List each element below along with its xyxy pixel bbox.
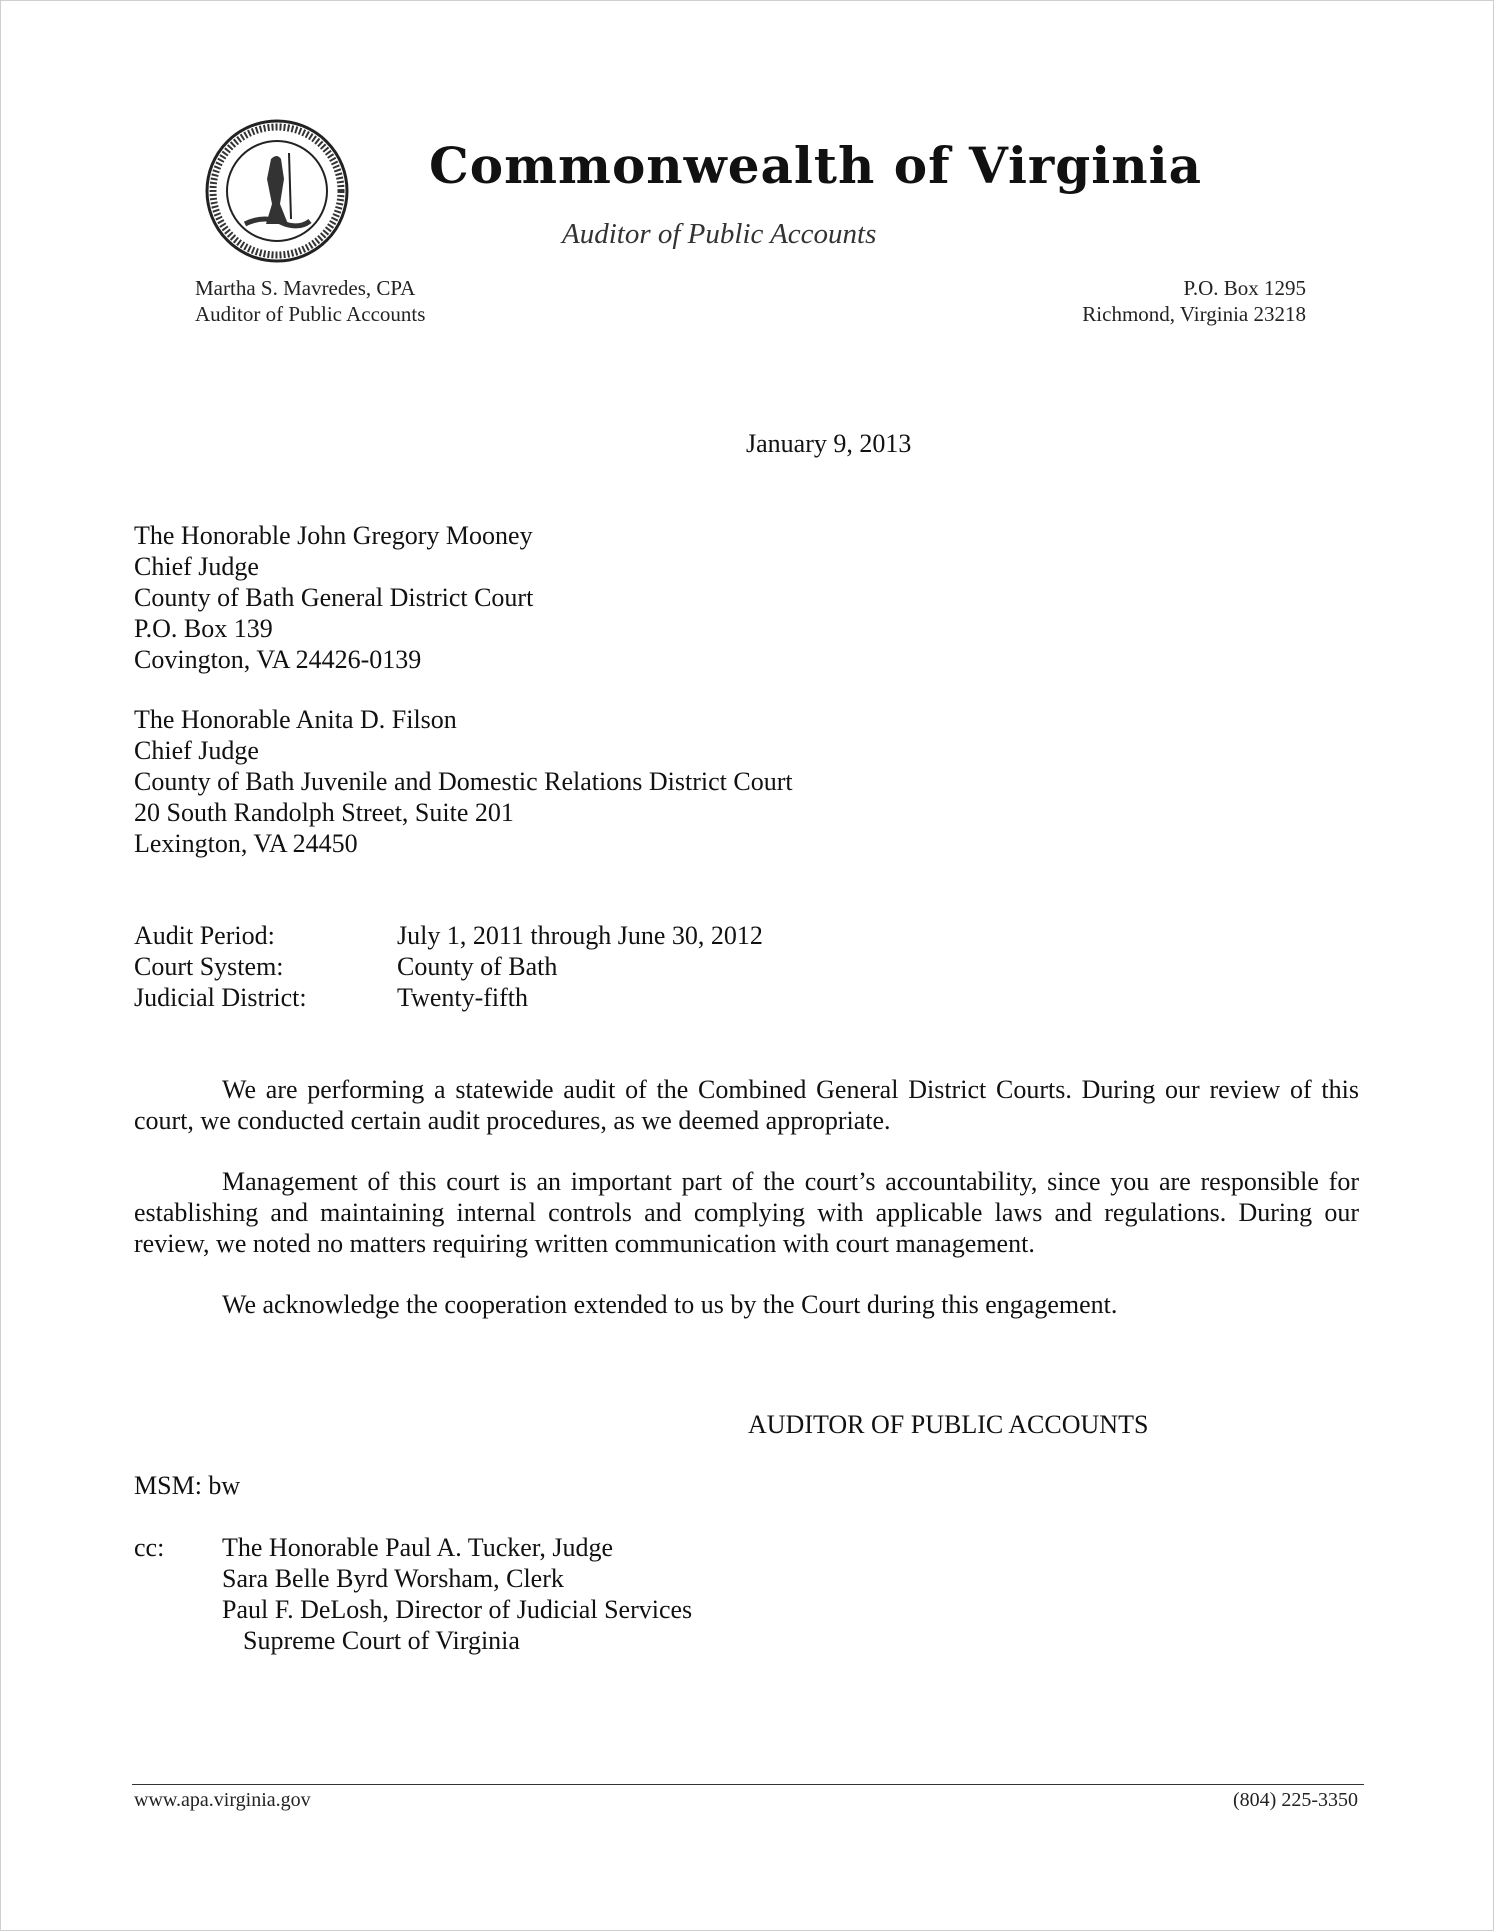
detail-value: July 1, 2011 through June 30, 2012	[397, 921, 763, 950]
letter-date: January 9, 2013	[746, 429, 912, 458]
body-paragraph: Management of this court is an important part of the court’s accountability, since you are responsible for establishing and maintaining internal controls and complying with applicable laws and regulations. During our review, we noted no matters requiring written communication with court management.	[134, 1167, 1359, 1258]
po-box: P.O. Box 1295	[1183, 276, 1306, 300]
recipient-line: The Honorable Anita D. Filson	[134, 705, 457, 734]
recipient-block-2	[134, 704, 793, 859]
footer-website: www.apa.virginia.gov	[134, 1789, 311, 1811]
initials: MSM: bw	[134, 1471, 241, 1500]
detail-label: Audit Period:	[134, 921, 275, 950]
detail-label: Court System:	[134, 952, 284, 981]
recipient-line: Chief Judge	[134, 552, 259, 581]
signature-block: AUDITOR OF PUBLIC ACCOUNTS	[748, 1410, 1149, 1439]
recipient-line: County of Bath Juvenile and Domestic Relations District Court	[134, 767, 793, 796]
detail-value: County of Bath	[397, 952, 558, 981]
recipient-line: Lexington, VA 24450	[134, 829, 358, 858]
detail-label: Judicial District:	[134, 983, 307, 1012]
detail-row	[134, 951, 763, 982]
cc-item: Sara Belle Byrd Worsham, Clerk	[222, 1564, 564, 1593]
cc-list	[222, 1532, 692, 1656]
body-paragraph: We acknowledge the cooperation extended to us by the Court during this engagement.	[222, 1290, 1118, 1319]
auditor-name-block	[195, 275, 425, 327]
recipient-line: County of Bath General District Court	[134, 583, 534, 612]
cc-label: cc:	[134, 1533, 165, 1562]
auditor-title: Auditor of Public Accounts	[195, 302, 426, 326]
recipient-line: Chief Judge	[134, 736, 259, 765]
cc-item: Supreme Court of Virginia	[243, 1626, 520, 1655]
recipient-block-1	[134, 520, 533, 675]
footer-phone: (804) 225-3350	[1233, 1789, 1358, 1811]
body-paragraph: We are performing a statewide audit of the Combined General District Courts. During our review of this court, we conducted certain audit procedures, as we deemed appropriate.	[134, 1075, 1359, 1135]
cc-item: The Honorable Paul A. Tucker, Judge	[222, 1533, 614, 1562]
letterhead-subtitle: Auditor of Public Accounts	[562, 218, 877, 250]
recipient-line: 20 South Randolph Street, Suite 201	[134, 798, 514, 827]
recipient-line: The Honorable John Gregory Mooney	[134, 521, 533, 550]
detail-row	[134, 982, 763, 1013]
auditor-name: Martha S. Mavredes, CPA	[195, 276, 416, 300]
city-state: Richmond, Virginia 23218	[1082, 302, 1306, 326]
letterhead-title: Commonwealth of Virginia	[429, 136, 1202, 195]
detail-row	[134, 920, 763, 951]
virginia-seal-icon	[205, 119, 349, 263]
recipient-line: P.O. Box 139	[134, 614, 273, 643]
audit-details	[134, 920, 763, 1013]
recipient-line: Covington, VA 24426-0139	[134, 645, 422, 674]
address-block	[1082, 275, 1306, 327]
footer-divider	[132, 1784, 1364, 1785]
detail-value: Twenty-fifth	[397, 983, 529, 1012]
cc-item: Paul F. DeLosh, Director of Judicial Services	[222, 1595, 693, 1624]
